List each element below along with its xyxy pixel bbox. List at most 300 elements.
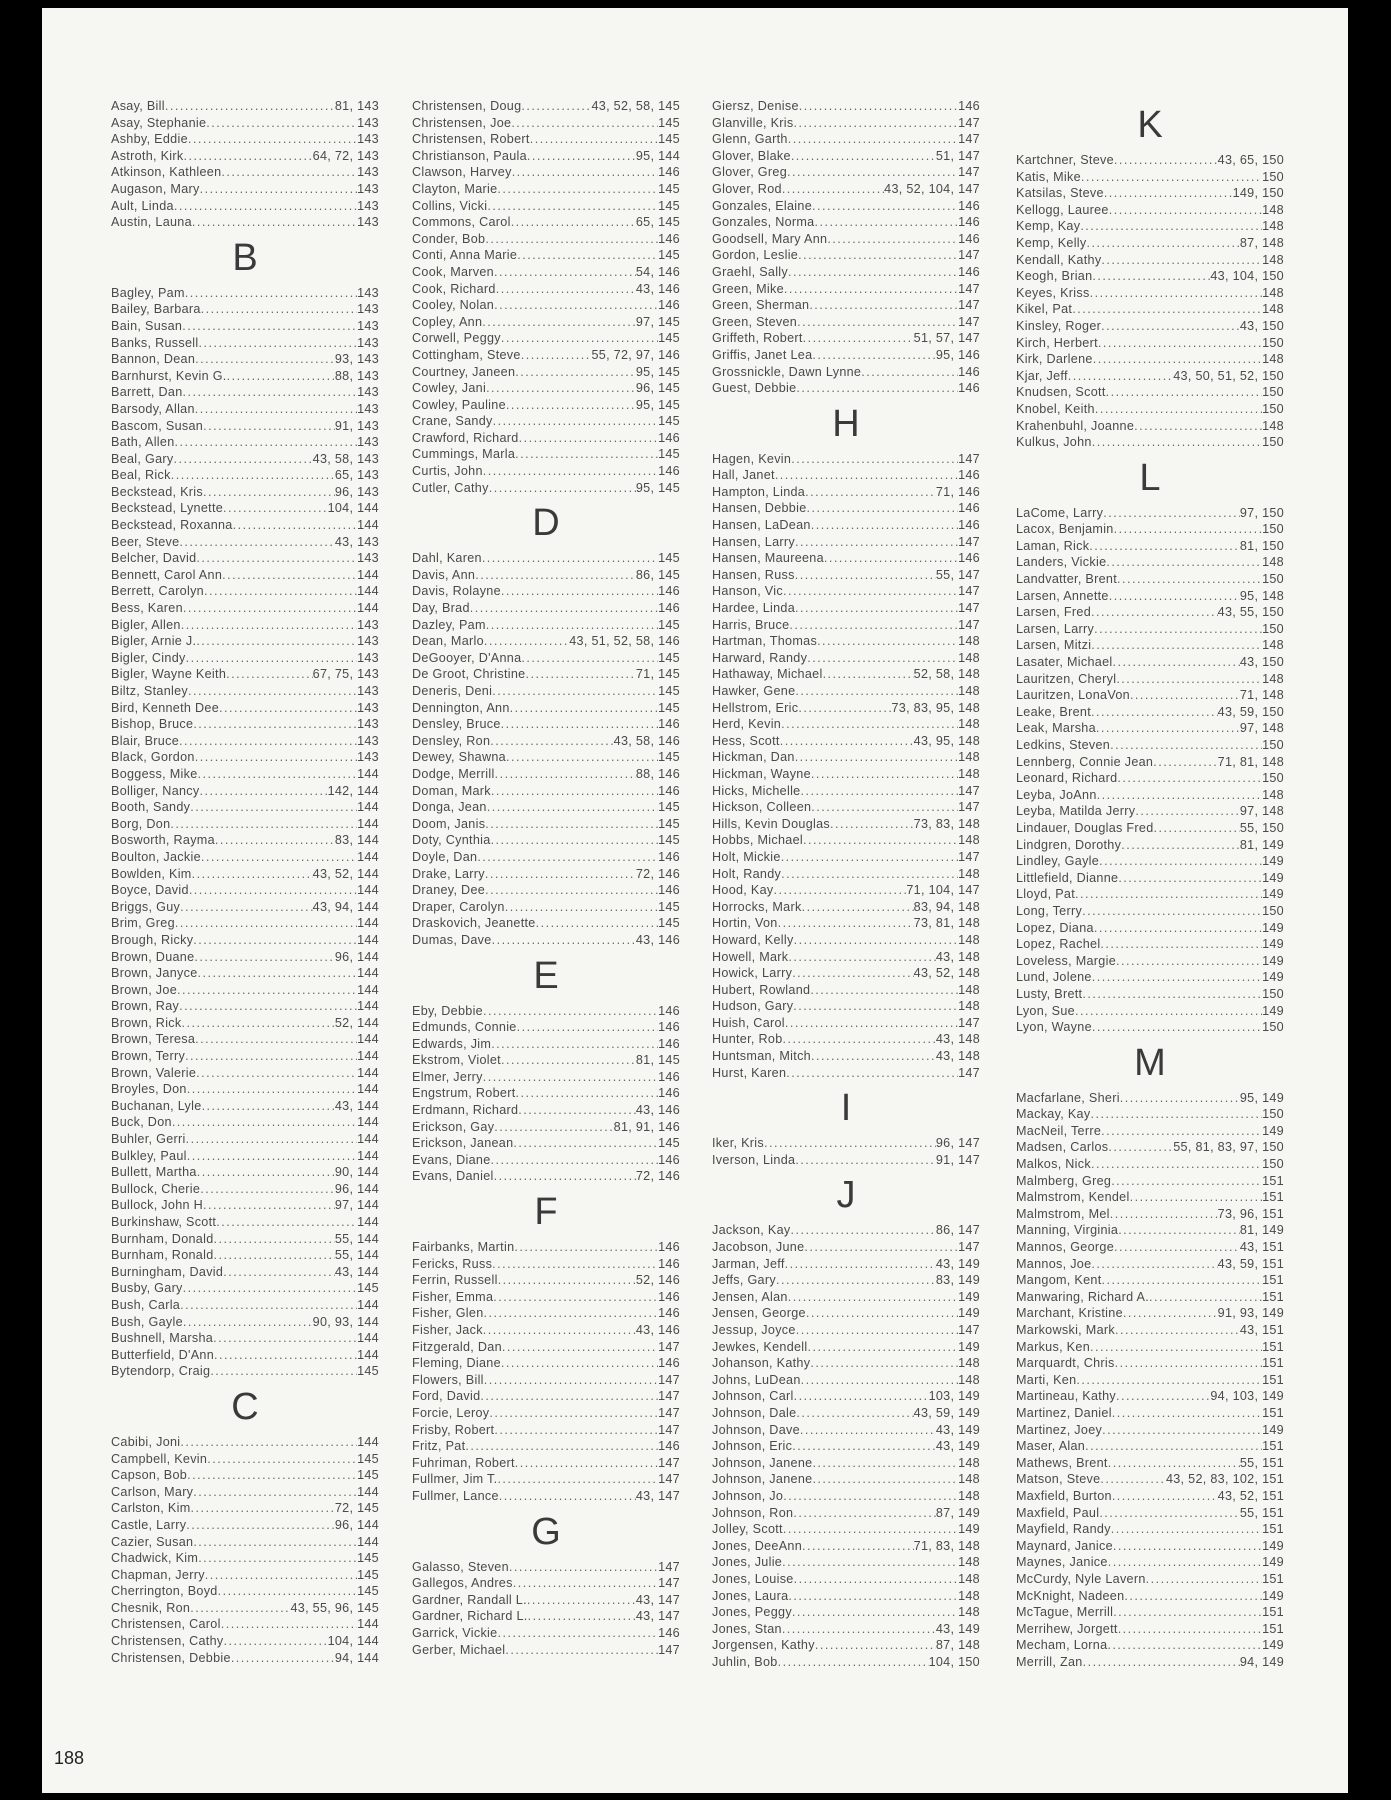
index-entry bbox=[1016, 1355, 1284, 1372]
leader-dots bbox=[1108, 1139, 1173, 1156]
leader-dots bbox=[183, 384, 358, 401]
entry-pages: 43, 149 bbox=[935, 1422, 980, 1437]
entry-pages: 149, 150 bbox=[1232, 186, 1284, 201]
leader-dots bbox=[219, 700, 357, 717]
index-entry bbox=[412, 1003, 680, 1020]
entry-name: Frisby, Robert bbox=[412, 1422, 495, 1437]
entry-pages: 145 bbox=[658, 700, 680, 715]
entry-name: Maser, Alan bbox=[1016, 1439, 1086, 1454]
entry-pages: 43, 50, 51, 52, 150 bbox=[1173, 368, 1284, 383]
entry-name: Hansen, Russ bbox=[712, 567, 795, 582]
entry-pages: 144 bbox=[357, 1534, 379, 1549]
entry-pages: 149 bbox=[958, 1306, 980, 1321]
leader-dots bbox=[177, 982, 357, 999]
index-entry bbox=[412, 1422, 680, 1439]
index-entry bbox=[111, 1297, 379, 1314]
index-entry bbox=[1016, 335, 1284, 352]
index-entry bbox=[712, 1422, 980, 1439]
leader-dots bbox=[792, 1438, 936, 1455]
entry-pages: 104, 144 bbox=[327, 1634, 379, 1649]
leader-dots bbox=[791, 451, 958, 468]
index-column-3 bbox=[712, 98, 980, 1670]
section-letter: C bbox=[231, 1385, 259, 1428]
index-entry bbox=[1016, 803, 1284, 820]
entry-name: Day, Brad bbox=[412, 601, 470, 616]
index-entry bbox=[712, 1339, 980, 1356]
leader-dots bbox=[1115, 1355, 1262, 1372]
entry-pages: 143 bbox=[357, 551, 379, 566]
leader-dots bbox=[200, 783, 328, 800]
leader-dots bbox=[788, 264, 958, 281]
leader-dots bbox=[795, 600, 958, 617]
entry-pages: 43, 147 bbox=[635, 1609, 680, 1624]
entry-pages: 97, 150 bbox=[1239, 505, 1284, 520]
leader-dots bbox=[1092, 1019, 1262, 1036]
index-entry bbox=[111, 500, 379, 517]
entry-pages: 43, 58, 146 bbox=[613, 733, 680, 748]
entry-name: Fritz, Pat bbox=[412, 1439, 466, 1454]
index-entry bbox=[111, 633, 379, 650]
entry-pages: 43, 52, 151 bbox=[1217, 1488, 1284, 1503]
index-entry bbox=[412, 231, 680, 248]
index-entry bbox=[712, 1538, 980, 1555]
leader-dots bbox=[183, 1314, 313, 1331]
entry-name: McTague, Merrill bbox=[1016, 1605, 1114, 1620]
entry-pages: 148 bbox=[1262, 352, 1284, 367]
leader-dots bbox=[1115, 1322, 1240, 1339]
index-entry bbox=[111, 198, 379, 215]
index-entry bbox=[412, 281, 680, 298]
entry-name: Burnham, Ronald bbox=[111, 1248, 214, 1263]
leader-dots bbox=[797, 314, 958, 331]
leader-dots bbox=[186, 1517, 335, 1534]
entry-name: Larsen, Mitzi bbox=[1016, 638, 1092, 653]
index-entry bbox=[412, 314, 680, 331]
leader-dots bbox=[536, 915, 658, 932]
index-entry bbox=[412, 1625, 680, 1642]
entry-pages: 146 bbox=[658, 298, 680, 313]
index-entry bbox=[712, 131, 980, 148]
index-entry bbox=[712, 1471, 980, 1488]
leader-dots bbox=[203, 418, 335, 435]
leader-dots bbox=[231, 1650, 335, 1667]
index-entry bbox=[111, 285, 379, 302]
entry-pages: 51, 147 bbox=[935, 148, 980, 163]
leader-dots bbox=[501, 1052, 636, 1069]
entry-name: Kinsley, Roger bbox=[1016, 318, 1102, 333]
leader-dots bbox=[501, 1355, 658, 1372]
entry-name: Brown, Joe bbox=[111, 982, 177, 997]
entry-name: Brown, Janyce bbox=[111, 966, 198, 981]
leader-dots bbox=[1102, 1272, 1263, 1289]
index-entry bbox=[1016, 654, 1284, 671]
index-entry bbox=[412, 1559, 680, 1576]
leader-dots bbox=[517, 1019, 658, 1036]
entry-pages: 146 bbox=[658, 1256, 680, 1271]
entry-name: Glanville, Kris bbox=[712, 115, 794, 130]
leader-dots bbox=[214, 1231, 335, 1248]
index-entry bbox=[712, 451, 980, 468]
entry-name: Bigler, Wayne Keith bbox=[111, 667, 227, 682]
index-entry bbox=[412, 783, 680, 800]
entry-name: Laman, Rick bbox=[1016, 538, 1090, 553]
entry-pages: 146 bbox=[958, 364, 980, 379]
entry-pages: 43, 52, 83, 102, 151 bbox=[1165, 1472, 1284, 1487]
index-entry bbox=[1016, 1106, 1284, 1123]
entry-name: Crawford, Richard bbox=[412, 430, 519, 445]
leader-dots bbox=[165, 98, 335, 115]
entry-pages: 88, 146 bbox=[635, 766, 680, 781]
index-entry bbox=[712, 467, 980, 484]
index-entry bbox=[111, 115, 379, 132]
leader-dots bbox=[800, 783, 958, 800]
entry-pages: 148 bbox=[958, 999, 980, 1014]
entry-pages: 95, 144 bbox=[635, 148, 680, 163]
entry-pages: 147 bbox=[958, 281, 980, 296]
section-letter: I bbox=[840, 1087, 852, 1130]
index-entry bbox=[111, 1264, 379, 1281]
index-entry bbox=[412, 131, 680, 148]
leader-dots bbox=[499, 1488, 636, 1505]
index-entry bbox=[712, 932, 980, 949]
index-entry bbox=[111, 1048, 379, 1065]
leader-dots bbox=[794, 1388, 929, 1405]
leader-dots bbox=[806, 1305, 958, 1322]
entry-name: Cabibi, Joni bbox=[111, 1434, 181, 1449]
entry-name: Kemp, Kay bbox=[1016, 219, 1081, 234]
entry-pages: 143 bbox=[357, 215, 379, 230]
index-entry bbox=[111, 716, 379, 733]
leader-dots bbox=[501, 583, 658, 600]
leader-dots bbox=[793, 115, 958, 132]
index-entry bbox=[111, 1550, 379, 1567]
index-entry bbox=[712, 1272, 980, 1289]
leader-dots bbox=[800, 1422, 936, 1439]
entry-pages: 71, 146 bbox=[935, 484, 980, 499]
leader-dots bbox=[216, 1214, 357, 1231]
entry-name: Mayfield, Randy bbox=[1016, 1522, 1111, 1537]
index-column-2 bbox=[412, 98, 680, 1658]
index-entry bbox=[412, 1168, 680, 1185]
leader-dots bbox=[494, 264, 636, 281]
entry-name: Brown, Teresa bbox=[111, 1032, 196, 1047]
section-letter: L bbox=[1139, 456, 1161, 499]
entry-pages: 148 bbox=[958, 1372, 980, 1387]
index-entry bbox=[712, 1588, 980, 1605]
index-entry bbox=[712, 633, 980, 650]
entry-pages: 103, 149 bbox=[928, 1389, 980, 1404]
entry-pages: 151 bbox=[1262, 1571, 1284, 1586]
entry-name: Johns, LuDean bbox=[712, 1372, 801, 1387]
entry-name: Fuhriman, Robert bbox=[412, 1455, 515, 1470]
entry-name: Booth, Sandy bbox=[111, 800, 191, 815]
entry-name: Hunter, Rob bbox=[712, 1032, 783, 1047]
entry-name: Burkinshaw, Scott bbox=[111, 1215, 217, 1229]
index-entry bbox=[111, 749, 379, 766]
entry-pages: 144 bbox=[357, 1082, 379, 1097]
index-entry bbox=[1016, 521, 1284, 538]
entry-pages: 65, 145 bbox=[635, 215, 680, 230]
entry-pages: 143 bbox=[357, 385, 379, 400]
index-entry bbox=[412, 666, 680, 683]
leader-dots bbox=[493, 1289, 658, 1306]
leader-dots bbox=[485, 816, 658, 833]
entry-name: Beckstead, Roxanna bbox=[111, 518, 233, 533]
entry-name: Griffeth, Robert bbox=[712, 331, 803, 346]
index-entry bbox=[712, 899, 980, 916]
index-entry bbox=[1016, 1554, 1284, 1571]
entry-pages: 81, 145 bbox=[635, 1053, 680, 1068]
leader-dots bbox=[802, 1538, 914, 1555]
leader-dots bbox=[1106, 384, 1262, 401]
index-entry bbox=[412, 380, 680, 397]
entry-name: Marti, Ken bbox=[1016, 1372, 1077, 1387]
index-entry bbox=[412, 247, 680, 264]
index-entry bbox=[712, 1571, 980, 1588]
entry-name: Mathews, Brent bbox=[1016, 1455, 1108, 1470]
index-entry bbox=[111, 1484, 379, 1501]
leader-dots bbox=[491, 1036, 658, 1053]
entry-pages: 43, 150 bbox=[1239, 655, 1284, 670]
leader-dots bbox=[1113, 1538, 1262, 1555]
entry-pages: 43, 58, 143 bbox=[312, 451, 379, 466]
entry-pages: 81, 149 bbox=[1239, 1223, 1284, 1238]
leader-dots bbox=[1092, 268, 1210, 285]
leader-dots bbox=[1072, 301, 1262, 318]
leader-dots bbox=[1091, 604, 1218, 621]
entry-pages: 55, 151 bbox=[1239, 1505, 1284, 1520]
leader-dots bbox=[782, 1621, 936, 1638]
leader-dots bbox=[515, 1455, 658, 1472]
leader-dots bbox=[518, 1102, 636, 1119]
leader-dots bbox=[521, 650, 658, 667]
entry-name: Beer, Steve bbox=[111, 534, 180, 549]
section-letter: H bbox=[832, 402, 860, 445]
leader-dots bbox=[778, 915, 914, 932]
index-entry bbox=[111, 434, 379, 451]
index-entry bbox=[412, 1036, 680, 1053]
entry-pages: 145 bbox=[658, 414, 680, 429]
entry-name: Doyle, Dan bbox=[412, 849, 478, 864]
index-entry bbox=[111, 1214, 379, 1231]
leader-dots bbox=[205, 1567, 357, 1584]
entry-pages: 149 bbox=[1262, 970, 1284, 985]
index-entry bbox=[1016, 737, 1284, 754]
entry-name: Martinez, Joey bbox=[1016, 1422, 1103, 1437]
index-entry bbox=[712, 1388, 980, 1405]
leader-dots bbox=[792, 1604, 958, 1621]
leader-dots bbox=[498, 1272, 636, 1289]
leader-dots bbox=[192, 866, 313, 883]
entry-name: Beal, Gary bbox=[111, 451, 174, 466]
index-entry bbox=[1016, 1003, 1284, 1020]
entry-pages: 147 bbox=[958, 1065, 980, 1080]
index-entry bbox=[1016, 554, 1284, 571]
entry-name: Huish, Carol bbox=[712, 1015, 785, 1030]
leader-dots bbox=[465, 1438, 658, 1455]
entry-name: Gardner, Randall L. bbox=[412, 1592, 527, 1607]
entry-pages: 146 bbox=[958, 215, 980, 230]
index-entry bbox=[111, 451, 379, 468]
entry-name: Clawson, Harvey bbox=[412, 165, 512, 180]
leader-dots bbox=[1154, 820, 1240, 837]
leader-dots bbox=[506, 397, 636, 414]
index-entry bbox=[412, 164, 680, 181]
index-entry bbox=[111, 1363, 379, 1380]
index-entry bbox=[712, 799, 980, 816]
index-entry bbox=[412, 1405, 680, 1422]
index-entry bbox=[1016, 886, 1284, 903]
index-entry bbox=[712, 517, 980, 534]
index-entry bbox=[712, 380, 980, 397]
leader-dots bbox=[193, 716, 357, 733]
entry-name: Maynard, Janice bbox=[1016, 1538, 1113, 1553]
entry-name: Leyba, Matilda Jerry bbox=[1016, 804, 1136, 819]
leader-dots bbox=[171, 467, 335, 484]
index-entry bbox=[412, 832, 680, 849]
entry-name: Bushnell, Marsha bbox=[111, 1331, 214, 1346]
index-entry bbox=[712, 1152, 980, 1169]
entry-name: Malmstrom, Kendel bbox=[1016, 1190, 1130, 1205]
entry-name: Fisher, Glen bbox=[412, 1306, 484, 1321]
leader-dots bbox=[174, 451, 313, 468]
leader-dots bbox=[187, 1467, 357, 1484]
index-entry bbox=[111, 550, 379, 567]
entry-pages: 150 bbox=[1262, 169, 1284, 184]
index-entry bbox=[1016, 953, 1284, 970]
entry-name: Erickson, Janean bbox=[412, 1136, 514, 1151]
entry-pages: 146 bbox=[658, 464, 680, 479]
entry-name: Leonard, Richard bbox=[1016, 771, 1118, 786]
entry-name: Bolliger, Nancy bbox=[111, 783, 200, 798]
leader-dots bbox=[812, 347, 936, 364]
leader-dots bbox=[482, 314, 636, 331]
entry-name: Beckstead, Kris bbox=[111, 484, 203, 499]
entry-pages: 143 bbox=[357, 198, 379, 213]
leader-dots bbox=[1135, 803, 1239, 820]
entry-pages: 146 bbox=[658, 165, 680, 180]
entry-name: Christianson, Paula bbox=[412, 148, 527, 163]
index-entry bbox=[111, 666, 379, 683]
entry-pages: 144 bbox=[357, 916, 379, 931]
index-entry bbox=[712, 534, 980, 551]
entry-name: Cummings, Marla bbox=[412, 447, 516, 462]
entry-pages: 144 bbox=[357, 816, 379, 831]
index-entry bbox=[712, 1521, 980, 1538]
leader-dots bbox=[795, 1152, 936, 1169]
entry-pages: 147 bbox=[958, 1323, 980, 1337]
leader-dots bbox=[795, 567, 936, 584]
index-entry bbox=[712, 550, 980, 567]
leader-dots bbox=[187, 1081, 357, 1098]
leader-dots bbox=[1110, 737, 1262, 754]
entry-pages: 145 bbox=[658, 833, 680, 848]
entry-pages: 55, 81, 83, 97, 150 bbox=[1173, 1140, 1284, 1155]
index-entry bbox=[712, 1637, 980, 1654]
index-entry bbox=[1016, 637, 1284, 654]
leader-dots bbox=[187, 1148, 357, 1165]
entry-name: Maxfield, Paul bbox=[1016, 1505, 1100, 1520]
entry-name: Edwards, Jim bbox=[412, 1036, 492, 1051]
entry-pages: 145 bbox=[357, 1468, 379, 1483]
index-entry bbox=[412, 1135, 680, 1152]
index-entry bbox=[111, 1231, 379, 1248]
entry-name: Maxfield, Burton bbox=[1016, 1488, 1112, 1503]
leader-dots bbox=[764, 1135, 936, 1152]
leader-dots bbox=[198, 1550, 357, 1567]
entry-pages: 149 bbox=[1262, 887, 1284, 902]
entry-pages: 144 bbox=[357, 1331, 379, 1346]
entry-pages: 147 bbox=[958, 617, 980, 632]
leader-dots bbox=[511, 214, 636, 231]
entry-name: Madsen, Carlos bbox=[1016, 1140, 1109, 1155]
entry-name: Brown, Terry bbox=[111, 1049, 186, 1064]
leader-dots bbox=[1117, 571, 1262, 588]
leader-dots bbox=[795, 534, 958, 551]
entry-name: Larsen, Fred bbox=[1016, 605, 1091, 620]
entry-pages: 148 bbox=[958, 1588, 980, 1603]
entry-pages: 146 bbox=[658, 1306, 680, 1321]
index-entry bbox=[111, 1467, 379, 1484]
index-entry bbox=[111, 1534, 379, 1551]
index-entry bbox=[412, 1488, 680, 1505]
entry-pages: 54, 146 bbox=[635, 264, 680, 279]
index-entry bbox=[111, 617, 379, 634]
entry-name: Hickson, Colleen bbox=[712, 800, 812, 815]
index-entry bbox=[111, 181, 379, 198]
leader-dots bbox=[470, 600, 658, 617]
entry-pages: 150 bbox=[1262, 572, 1284, 587]
entry-name: Buck, Don bbox=[111, 1115, 172, 1130]
entry-pages: 149 bbox=[1262, 1422, 1284, 1437]
entry-pages: 148 bbox=[1262, 202, 1284, 217]
leader-dots bbox=[214, 1247, 335, 1264]
index-entry bbox=[412, 264, 680, 281]
entry-pages: 151 bbox=[1262, 1289, 1284, 1304]
index-entry bbox=[712, 264, 980, 281]
index-entry bbox=[1016, 820, 1284, 837]
entry-pages: 146 bbox=[658, 783, 680, 798]
entry-name: Marquardt, Chris bbox=[1016, 1356, 1115, 1371]
entry-name: Littlefield, Dianne bbox=[1016, 870, 1119, 885]
leader-dots bbox=[1113, 654, 1240, 671]
entry-name: Boggess, Mike bbox=[111, 766, 198, 781]
index-entry bbox=[712, 1031, 980, 1048]
entry-pages: 151 bbox=[1262, 1173, 1284, 1188]
entry-pages: 150 bbox=[1262, 335, 1284, 350]
entry-name: Densley, Bruce bbox=[412, 717, 501, 732]
entry-pages: 148 bbox=[1262, 219, 1284, 234]
entry-pages: 148 bbox=[1262, 418, 1284, 433]
index-entry bbox=[412, 430, 680, 447]
entry-name: Eby, Debbie bbox=[412, 1003, 483, 1018]
entry-name: Landers, Vickie bbox=[1016, 555, 1107, 570]
entry-name: Fleming, Diane bbox=[412, 1356, 501, 1371]
entry-name: Draper, Carolyn bbox=[412, 899, 505, 914]
index-entry bbox=[111, 799, 379, 816]
entry-pages: 146 bbox=[958, 99, 980, 113]
index-entry bbox=[412, 1052, 680, 1069]
index-entry bbox=[412, 816, 680, 833]
entry-name: Lopez, Diana bbox=[1016, 920, 1094, 935]
leader-dots bbox=[810, 1355, 958, 1372]
index-entry bbox=[111, 733, 379, 750]
entry-name: Horrocks, Mark bbox=[712, 899, 802, 914]
entry-pages: 143 bbox=[357, 115, 379, 130]
index-entry bbox=[712, 1438, 980, 1455]
index-entry bbox=[1016, 434, 1284, 451]
entry-pages: 147 bbox=[958, 451, 980, 466]
